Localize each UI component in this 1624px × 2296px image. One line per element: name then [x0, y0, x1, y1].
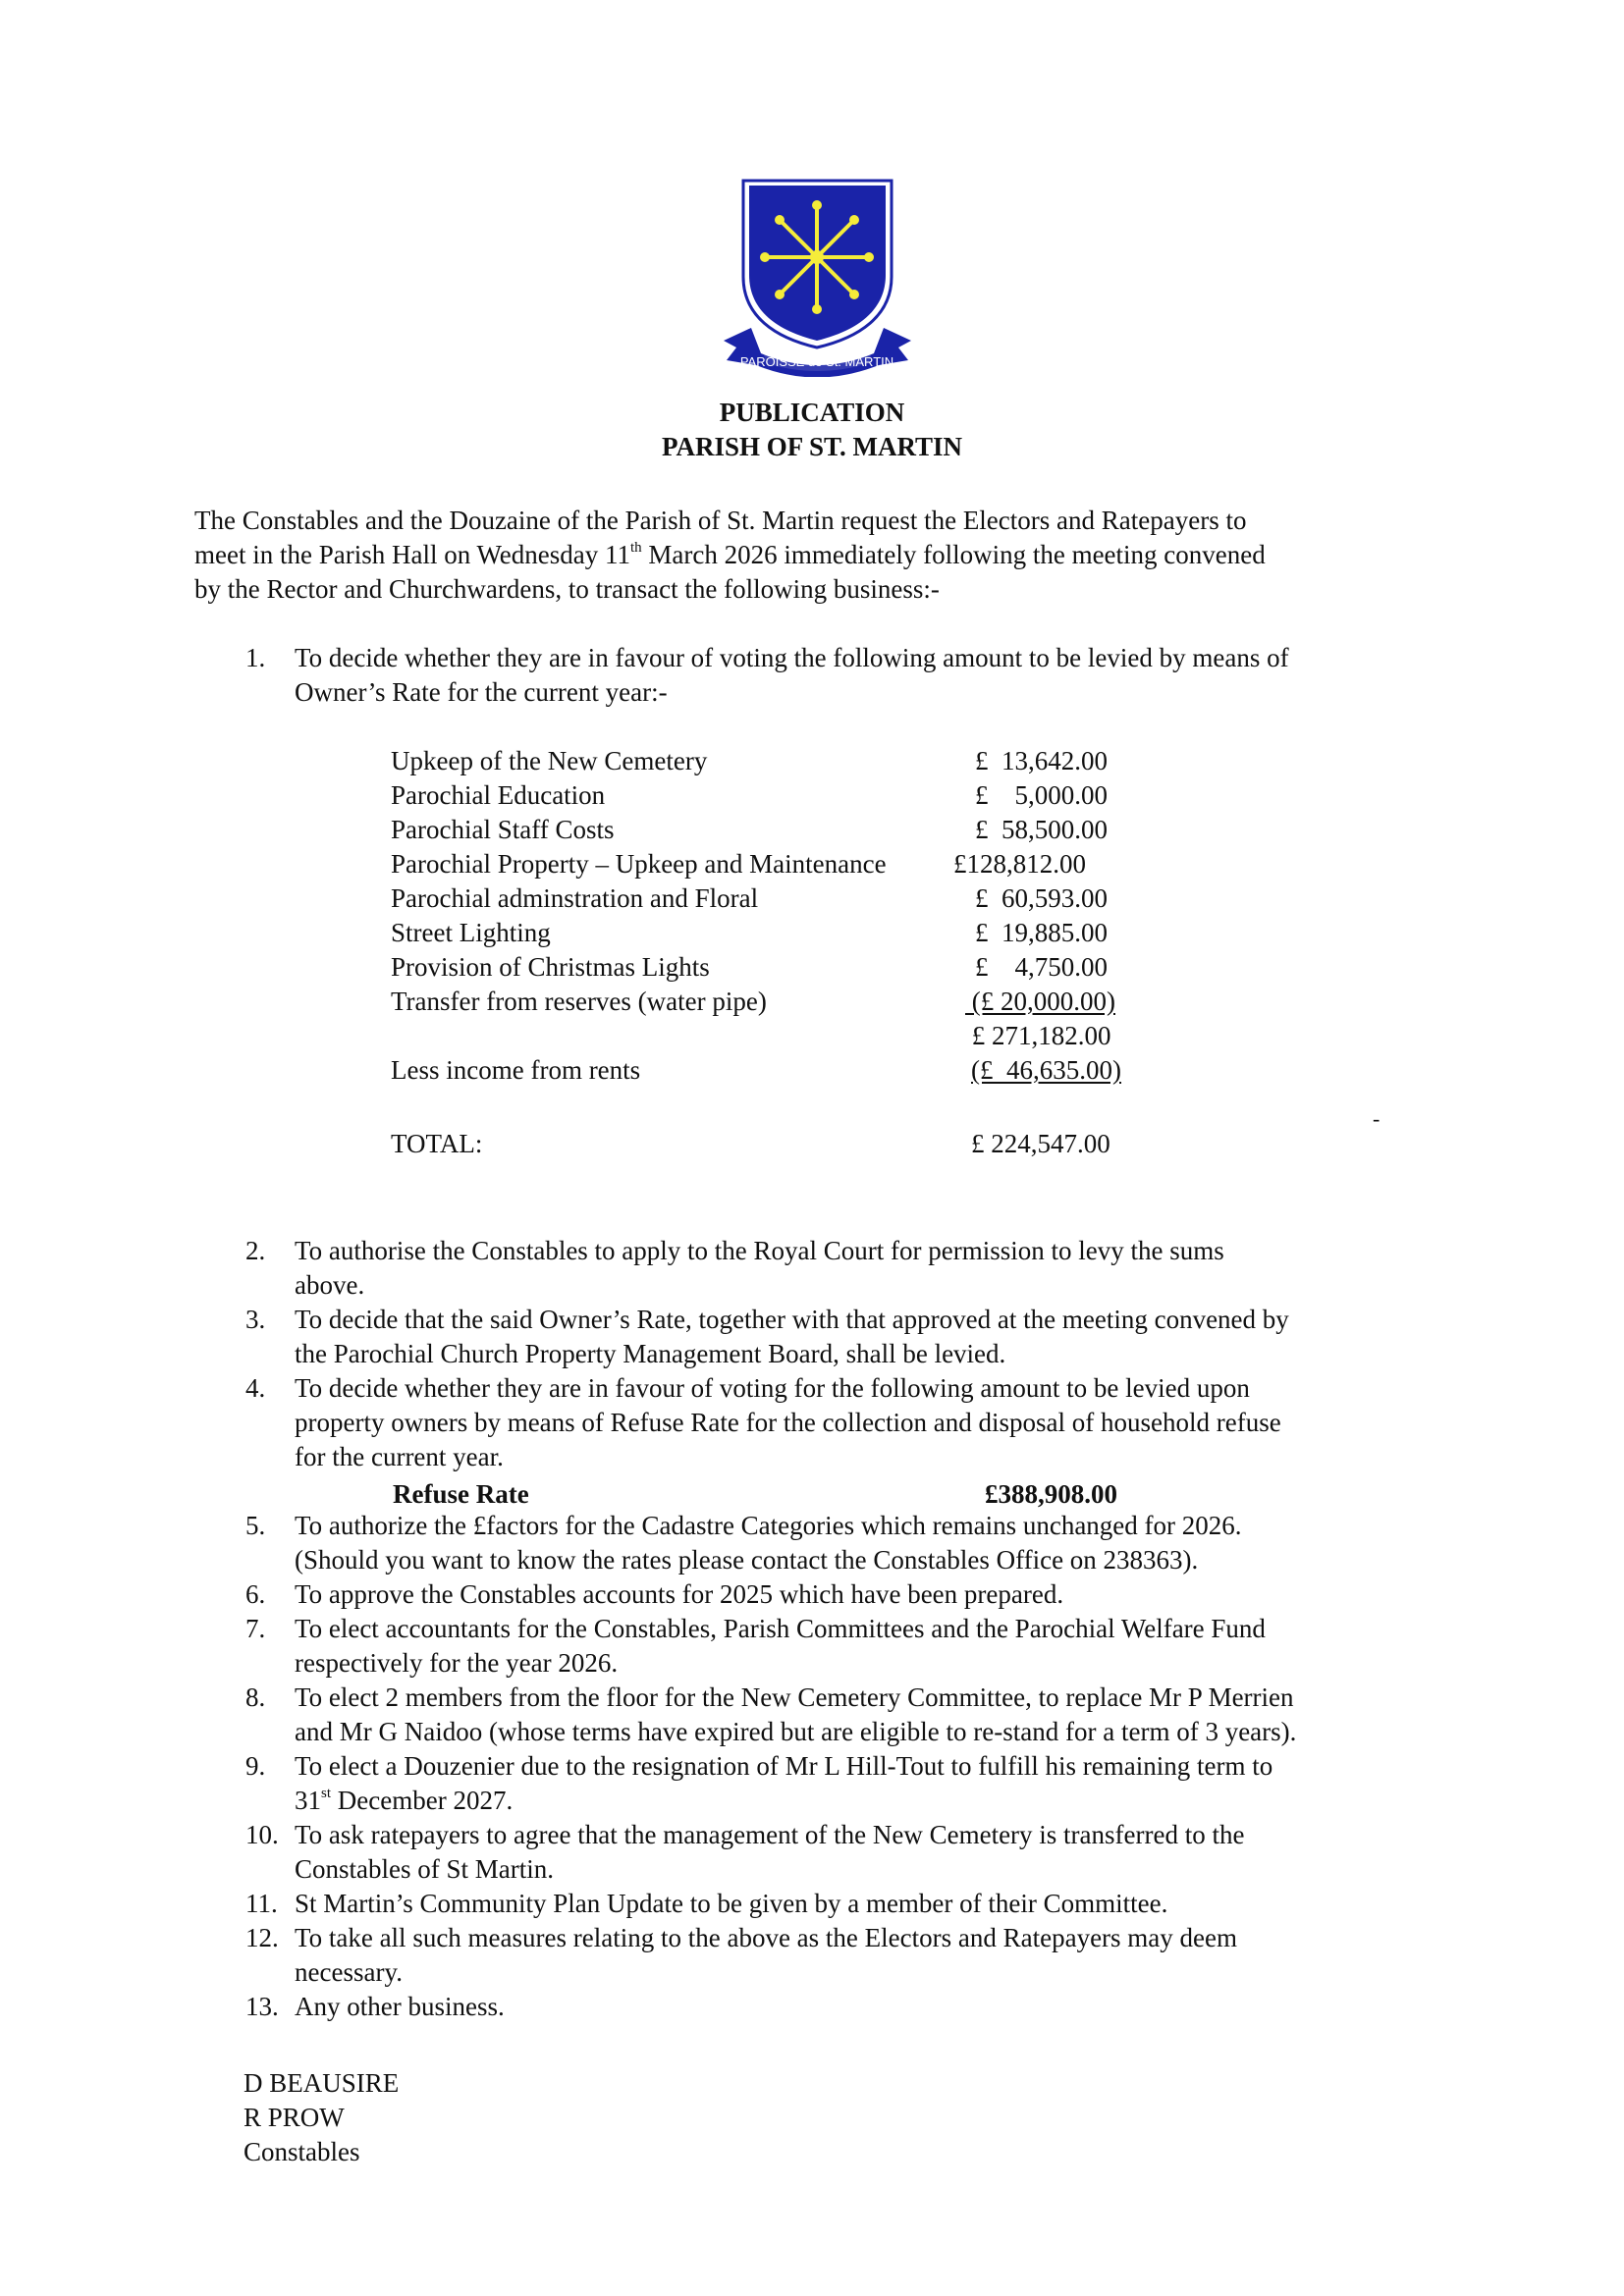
signatory-name: D BEAUSIRE: [244, 2068, 400, 2098]
item-number: 9.: [245, 1751, 266, 1781]
rate-row: Provision of Christmas Lights £ 4,750.00: [391, 952, 1108, 982]
intro-paragraph: [194, 504, 1471, 607]
item-number: 2.: [245, 1236, 266, 1265]
item-text: To elect 2 members from the floor for the New Cemetery Committee, to replace Mr P Merrien: [295, 1682, 1294, 1712]
item-text: St Martin’s Community Plan Update to be given by a member of their Committee.: [295, 1889, 1168, 1918]
item-text: To elect accountants for the Constables, Parish Committees and the Parochial Welfare Fund: [295, 1614, 1266, 1643]
publication-heading: PUBLICATION: [719, 398, 905, 427]
signature-block: [244, 2066, 399, 2169]
item-text: and Mr G Naidoo (whose terms have expired but are eligible to re-stand for a term of 3 years).: [295, 1717, 1297, 1746]
item-text: the Parochial Church Property Management Board, shall be levied.: [295, 1339, 1006, 1368]
item-text: 31st December 2027.: [295, 1786, 514, 1815]
stray-mark: -: [1373, 1106, 1380, 1131]
item-number: 5.: [245, 1511, 266, 1540]
signatory-name: R PROW: [244, 2103, 345, 2132]
signatory-title: Constables: [244, 2137, 360, 2166]
intro-line-3: by the Rector and Churchwardens, to transact the following business:-: [194, 574, 940, 604]
item-text: for the current year.: [295, 1442, 504, 1471]
intro-line-2: meet in the Parish Hall on Wednesday 11th March 2026 immediately following the meeting convened: [194, 540, 1266, 569]
item-number: 8.: [245, 1682, 266, 1712]
item-text: Owner’s Rate for the current year:-: [295, 677, 668, 707]
item-text: To elect a Douzenier due to the resignation of Mr L Hill-Tout to fulfill his remaining term to: [295, 1751, 1273, 1781]
item-number: 11.: [245, 1889, 278, 1918]
subtotal-row: £ 271,182.00: [965, 1021, 1111, 1050]
refuse-rate-label: Refuse Rate: [393, 1479, 529, 1509]
item-text: respectively for the year 2026.: [295, 1648, 619, 1678]
refuse-rate-amount: £388,908.00: [985, 1479, 1117, 1509]
item-number: 1.: [245, 643, 266, 672]
item-text: property owners by means of Refuse Rate for the collection and disposal of household refuse: [295, 1408, 1281, 1437]
item-text: To authorize the £factors for the Cadastre Categories which remains unchanged for 2026.: [295, 1511, 1242, 1540]
rate-row: Parochial Property – Upkeep and Maintenance £128,812.00: [391, 849, 1086, 879]
parish-heading: PARISH OF ST. MARTIN: [661, 432, 963, 461]
item-text: To authorise the Constables to apply to the Royal Court for permission to levy the sums: [295, 1236, 1224, 1265]
item-number: 4.: [245, 1373, 266, 1403]
rate-row: Upkeep of the New Cemetery £ 13,642.00: [391, 746, 1108, 775]
item-number: 6.: [245, 1579, 266, 1609]
rate-row: Less income from rents (£ 46,635.00): [391, 1055, 1121, 1085]
item-text: To decide whether they are in favour of voting the following amount to be levied by means of: [295, 643, 1289, 672]
rate-row: Parochial Staff Costs £ 58,500.00: [391, 815, 1108, 844]
rate-row: Parochial Education £ 5,000.00: [391, 780, 1108, 810]
rate-row: Parochial adminstration and Floral £ 60,593.00: [391, 883, 1108, 913]
item-text: Constables of St Martin.: [295, 1854, 554, 1884]
total-row: TOTAL: £ 224,547.00: [391, 1129, 1110, 1158]
item-text: To take all such measures relating to the above as the Electors and Ratepayers may deem: [295, 1923, 1238, 1952]
item-number: 10.: [245, 1820, 279, 1849]
rate-row: Transfer from reserves (water pipe) (£ 20,000.00): [391, 987, 1115, 1016]
item-text: necessary.: [295, 1957, 403, 1987]
item-text: To decide that the said Owner’s Rate, together with that approved at the meeting convened by: [295, 1305, 1289, 1334]
rate-row: Street Lighting £ 19,885.00: [391, 918, 1108, 947]
item-text: To ask ratepayers to agree that the management of the New Cemetery is transferred to the: [295, 1820, 1245, 1849]
item-text: Any other business.: [295, 1992, 505, 2021]
item-number: 13.: [245, 1992, 279, 2021]
item-number: 7.: [245, 1614, 266, 1643]
item-number: 3.: [245, 1305, 266, 1334]
item-text: To approve the Constables accounts for 2025 which have been prepared.: [295, 1579, 1064, 1609]
parish-coat-of-arms-logo: [722, 169, 913, 377]
item-text: To decide whether they are in favour of voting for the following amount to be levied upon: [295, 1373, 1250, 1403]
item-text: above.: [295, 1270, 365, 1300]
item-number: 12.: [245, 1923, 279, 1952]
logo-motto: PAROISSE de St. MARTIN: [739, 354, 894, 369]
intro-line-1: The Constables and the Douzaine of the Parish of St. Martin request the Electors and Ratepayers to: [194, 506, 1247, 535]
item-text: (Should you want to know the rates please contact the Constables Office on 238363).: [295, 1545, 1199, 1575]
